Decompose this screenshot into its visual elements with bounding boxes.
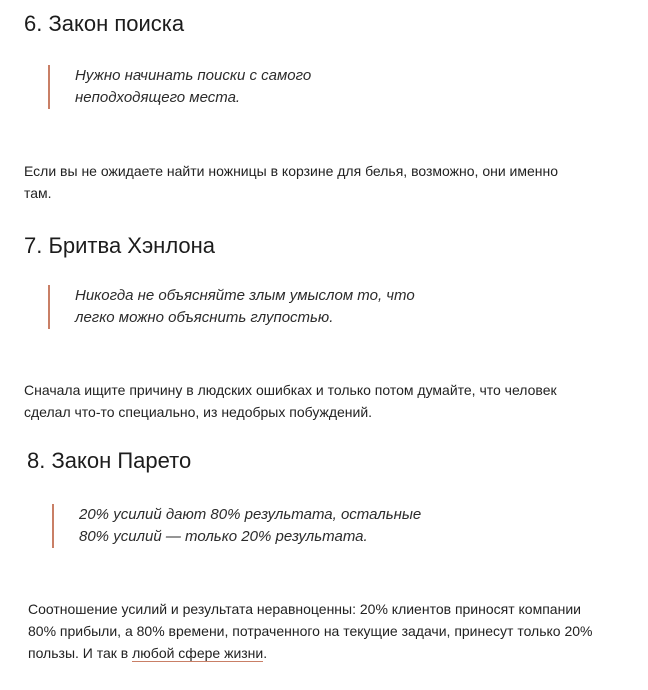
paragraph-line (28, 642, 593, 664)
quote-line: Никогда не объясняйте злым умыслом то, что (75, 287, 415, 304)
blockquote (52, 504, 421, 548)
paragraph-text: пользы. И так в (28, 645, 133, 661)
quote-line: легко можно объяснить глупостью. (75, 309, 334, 326)
paragraph-line: сделал что-то специально, из недобрых побуждений. (24, 404, 373, 420)
paragraph (24, 160, 558, 204)
paragraph-line: Сначала ищите причину в людских ошибках и только потом думайте, что человек (24, 382, 557, 398)
blockquote (48, 285, 415, 329)
paragraph-line: Соотношение усилий и результата неравноценны: 20% клиентов приносят компании (28, 601, 581, 617)
paragraph-text: . (263, 645, 268, 661)
quote-line: 20% усилий дают 80% результата, остальные (79, 506, 422, 523)
section-heading: 7. Бритва Хэнлона (24, 233, 216, 258)
paragraph-line: 80% прибыли, а 80% времени, потраченного на текущие задачи, принесут только 20% (28, 623, 593, 639)
blockquote (48, 65, 311, 109)
quote-line: неподходящего места. (75, 89, 241, 106)
paragraph-line: Если вы не ожидаете найти ножницы в корзине для белья, возможно, они именно (24, 163, 559, 179)
life-spheres-link[interactable]: любой сфере жизни (132, 645, 264, 661)
section-heading: 8. Закон Парето (27, 448, 192, 473)
quote-line: 80% усилий — только 20% результата. (79, 528, 368, 545)
paragraph (24, 379, 557, 423)
paragraph-line: там. (24, 185, 52, 201)
paragraph (28, 598, 593, 664)
section-heading: 6. Закон поиска (24, 11, 185, 36)
quote-line: Нужно начинать поиски с самого (75, 67, 312, 84)
